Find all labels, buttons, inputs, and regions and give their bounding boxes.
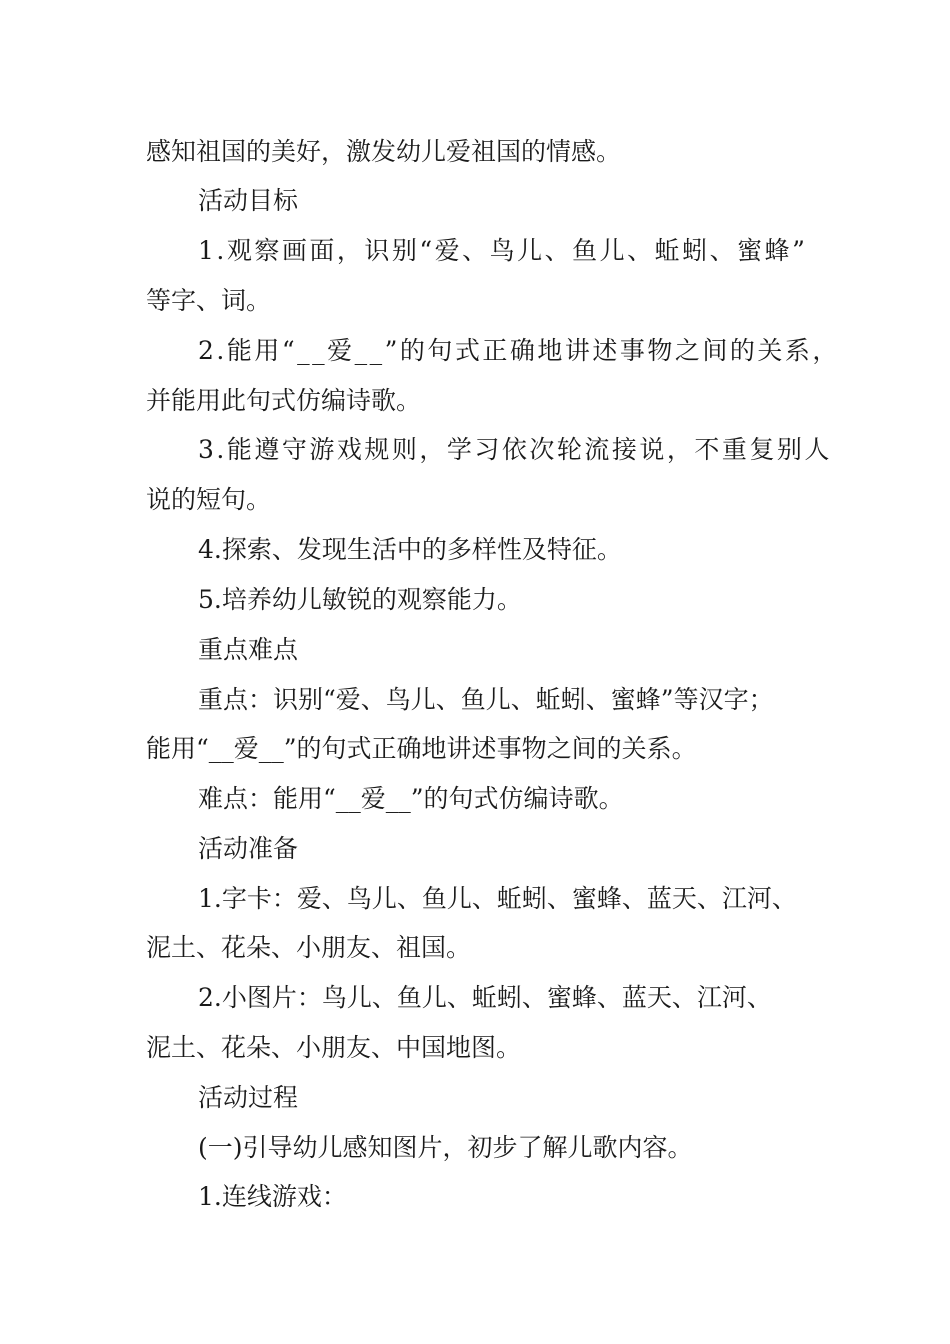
section-heading: 活动准备 — [198, 834, 299, 863]
paragraph-line: 泥土、花朵、小朋友、中国地图。 — [146, 1033, 522, 1062]
paragraph-line: 并能用此句式仿编诗歌。 — [146, 386, 422, 415]
paragraph-line: (一)引导幼儿感知图片，初步了解儿歌内容。 — [198, 1133, 693, 1162]
paragraph-line: 难点：能用“__爱__”的句式仿编诗歌。 — [198, 784, 624, 813]
paragraph-line: 1.连线游戏： — [198, 1182, 347, 1211]
paragraph-line: 能用“__爱__”的句式正确地讲述事物之间的关系。 — [146, 734, 697, 763]
paragraph-line: 1.字卡：爱、鸟儿、鱼儿、蚯蚓、蜜蜂、蓝天、江河、 — [198, 884, 797, 913]
paragraph-line: 等字、词。 — [146, 286, 272, 315]
paragraph-line: 重点：识别“爱、鸟儿、鱼儿、蚯蚓、蜜蜂”等汉字； — [198, 685, 774, 714]
paragraph-line: 说的短句。 — [146, 485, 272, 514]
section-heading: 活动目标 — [198, 186, 299, 215]
paragraph-line: 泥土、花朵、小朋友、祖国。 — [146, 933, 472, 962]
section-heading: 活动过程 — [198, 1083, 299, 1112]
section-heading: 重点难点 — [198, 635, 299, 664]
paragraph-line: 5.培养幼儿敏锐的观察能力。 — [198, 585, 522, 614]
paragraph-line: 感知祖国的美好，激发幼儿爱祖国的情感。 — [146, 137, 622, 166]
paragraph-line: 2.能用“__爱__”的句式正确地讲述事物之间的关系， — [198, 336, 840, 365]
paragraph-line: 2.小图片：鸟儿、鱼儿、蚯蚓、蜜蜂、蓝天、江河、 — [198, 983, 772, 1012]
paragraph-line: 1.观察画面，识别“爱、鸟儿、鱼儿、蚯蚓、蜜蜂” — [198, 236, 808, 265]
paragraph-line: 4.探索、发现生活中的多样性及特征。 — [198, 535, 622, 564]
paragraph-line: 3.能遵守游戏规则，学习依次轮流接说，不重复别人 — [198, 435, 832, 464]
